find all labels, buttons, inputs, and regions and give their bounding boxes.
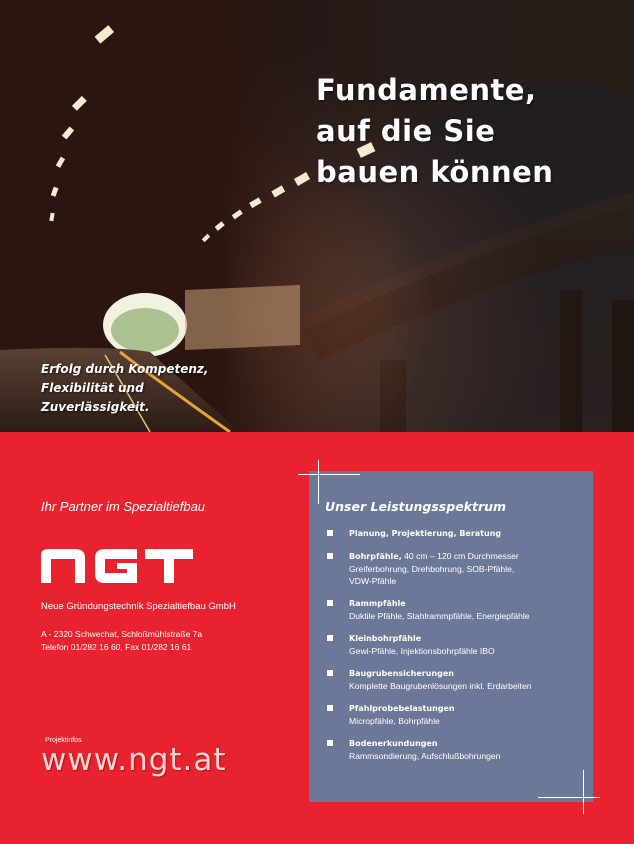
ngt-logo [41, 549, 193, 583]
square-bullet-icon [327, 530, 333, 536]
service-item [327, 702, 589, 727]
service-description: Komplette Baugrubenlösungen inkl. Erdarbeiten [349, 681, 532, 691]
service-title: Kleinbohrpfähle [349, 634, 422, 643]
service-title: Baugrubensicherungen [349, 669, 454, 678]
service-description: Gewi-Pfähle, Injektionsbohrpfähle IBO [349, 646, 495, 656]
slogan-line: Flexibilität und [41, 381, 144, 395]
slogan-line: Zuverlässigkeit. [41, 400, 150, 414]
service-item [327, 527, 589, 540]
services-list [327, 527, 589, 772]
service-item [327, 597, 589, 622]
company-address [41, 628, 202, 654]
service-item [327, 632, 589, 657]
service-description: Duktile Pfähle, Stahlrammpfähle, Energiepfähle [349, 611, 530, 621]
service-inline-text: 40 cm – 120 cm Durchmesser [401, 551, 519, 561]
company-name: Neue Gründungstechnik Spezialtiefbau GmbH [41, 601, 236, 612]
service-item [327, 667, 589, 692]
service-item [327, 550, 589, 587]
service-description: VDW-Pfähle [349, 576, 397, 586]
service-description: Micropfähle, Bohrpfähle [349, 716, 440, 726]
service-item [327, 737, 589, 762]
square-bullet-icon [327, 600, 333, 606]
square-bullet-icon [327, 670, 333, 676]
phone-fax: Telefon 01/282 16 60, Fax 01/282 16 61 [41, 642, 192, 652]
square-bullet-icon [327, 705, 333, 711]
street-address: A - 2320 Schwechat, Schloßmühlstraße 7a [41, 629, 203, 639]
services-title: Unser Leistungsspektrum [325, 499, 507, 514]
headline-line: Fundamente, [316, 73, 537, 107]
projektinfos-label: Projektinfos [45, 737, 82, 744]
website-link[interactable]: www.ngt.at [41, 742, 227, 778]
square-bullet-icon [327, 740, 333, 746]
headline-line: bauen können [316, 155, 554, 189]
service-title: Bohrpfähle, [349, 552, 402, 561]
service-title: Planung, Projektierung, Beratung [349, 529, 502, 538]
service-title: Bodenerkundungen [349, 739, 438, 748]
service-title: Pfahlprobebelastungen [349, 704, 455, 713]
slogan [41, 360, 208, 417]
partner-tagline: Ihr Partner im Spezialtiefbau [41, 499, 206, 514]
service-description: Greiferbohrung, Drehbohrung, SOB-Pfähle, [349, 564, 515, 574]
square-bullet-icon [327, 553, 333, 559]
services-panel [309, 471, 593, 802]
square-bullet-icon [327, 635, 333, 641]
service-title: Rammpfähle [349, 599, 406, 608]
slogan-line: Erfolg durch Kompetenz, [41, 362, 209, 376]
service-description: Rammsondierung, Aufschlußbohrungen [349, 751, 501, 761]
headline-line: auf die Sie [316, 114, 496, 148]
headline [316, 70, 553, 193]
